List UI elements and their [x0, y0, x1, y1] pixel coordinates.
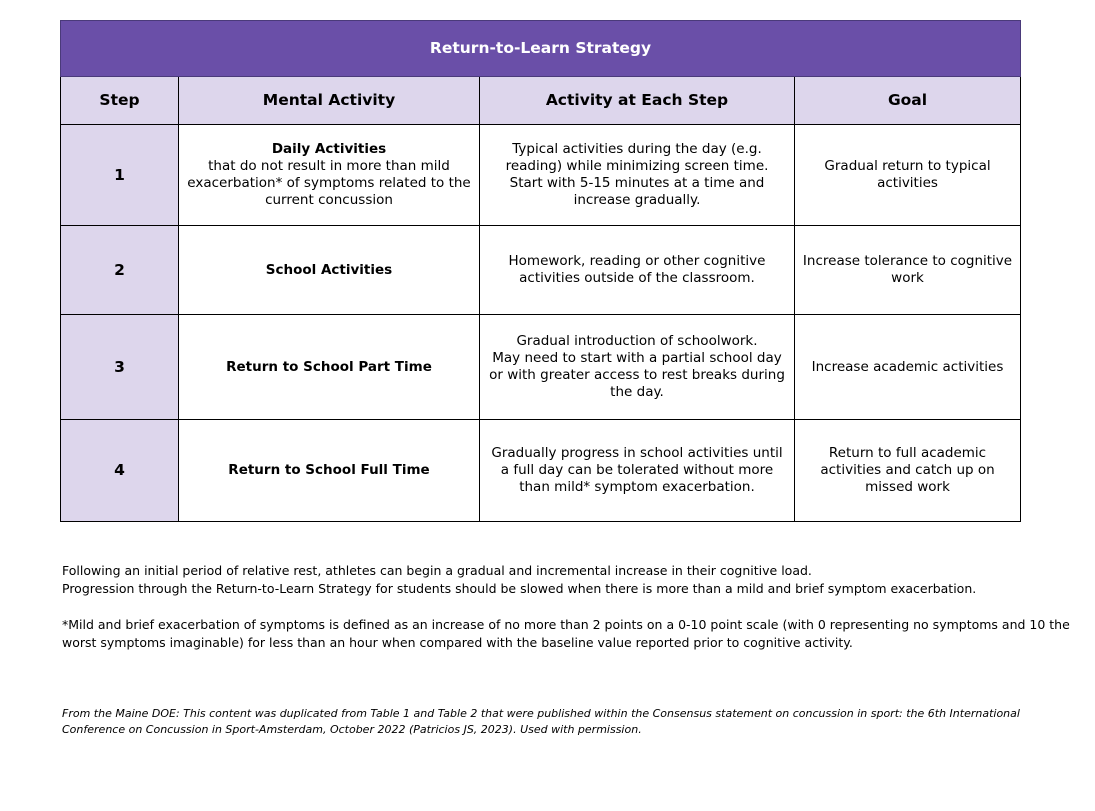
goal-cell: Return to full academic activities and catch up on missed work — [795, 420, 1021, 522]
header-mental-activity: Mental Activity — [179, 77, 480, 125]
table-title: Return-to-Learn Strategy — [61, 21, 1021, 77]
table-row — [61, 125, 1021, 226]
activity-text: Start with 5-15 minutes at a time and increase gradually. — [509, 175, 765, 208]
mental-activity-cell — [179, 125, 480, 226]
goal-cell: Gradual return to typical activities — [795, 125, 1021, 226]
table-header-row — [61, 77, 1021, 125]
activity-text: Homework, reading or other cognitive activities outside of the classroom. — [508, 253, 766, 286]
step-number: 1 — [61, 125, 179, 226]
activity-cell — [480, 315, 795, 420]
header-activity-at-each-step: Activity at Each Step — [480, 77, 795, 125]
citation: From the Maine DOE: This content was duplicated from Table 1 and Table 2 that were published within the Consensus statement on concussion in sport: the 6th International Conference on Concussion in Sport-Amsterdam, October 2022 (Patricios JS, 2023). Used with permission. — [62, 707, 1020, 736]
activity-text: Gradually progress in school activities until a full day can be tolerated without more than mild* symptom exacerbation. — [491, 445, 783, 495]
activity-text: Typical activities during the day (e.g. reading) while minimizing screen time. — [505, 141, 769, 174]
activity-text: May need to start with a partial school day or with greater access to rest breaks during the day. — [489, 350, 785, 400]
table-row — [61, 315, 1021, 420]
goal-cell: Increase tolerance to cognitive work — [795, 226, 1021, 315]
step-number: 3 — [61, 315, 179, 420]
footnote: *Mild and brief exacerbation of symptoms is defined as an increase of no more than 2 points on a 0-10 point scale (with 0 representing no symptoms and 10 the worst symptoms imaginable) for less than an hour when compared with the baseline value reported prior to cognitive activity. — [62, 617, 1070, 650]
mental-activity-title: Return to School Full Time — [179, 420, 480, 522]
note-line: Following an initial period of relative rest, athletes can begin a gradual and incremental increase in their cognitive load. — [62, 563, 812, 578]
activity-cell — [480, 420, 795, 522]
note-line: Progression through the Return-to-Learn Strategy for students should be slowed when there is more than a mild and brief symptom exacerbation. — [62, 581, 977, 596]
return-to-learn-table — [60, 20, 1021, 522]
mental-activity-detail: that do not result in more than mild exacerbation* of symptoms related to the current concussion — [187, 158, 471, 208]
activity-cell — [480, 226, 795, 315]
step-number: 4 — [61, 420, 179, 522]
header-step: Step — [61, 77, 179, 125]
mental-activity-title: Daily Activities — [271, 141, 387, 157]
mental-activity-title: Return to School Part Time — [179, 315, 480, 420]
return-to-learn-table-container — [60, 20, 1020, 522]
table-row — [61, 226, 1021, 315]
activity-cell — [480, 125, 795, 226]
table-title-row — [61, 21, 1021, 77]
goal-cell: Increase academic activities — [795, 315, 1021, 420]
header-goal: Goal — [795, 77, 1021, 125]
table-row — [61, 420, 1021, 522]
activity-text: Gradual introduction of schoolwork. — [516, 333, 758, 349]
step-number: 2 — [61, 226, 179, 315]
mental-activity-title: School Activities — [179, 226, 480, 315]
notes-section — [62, 562, 1077, 652]
